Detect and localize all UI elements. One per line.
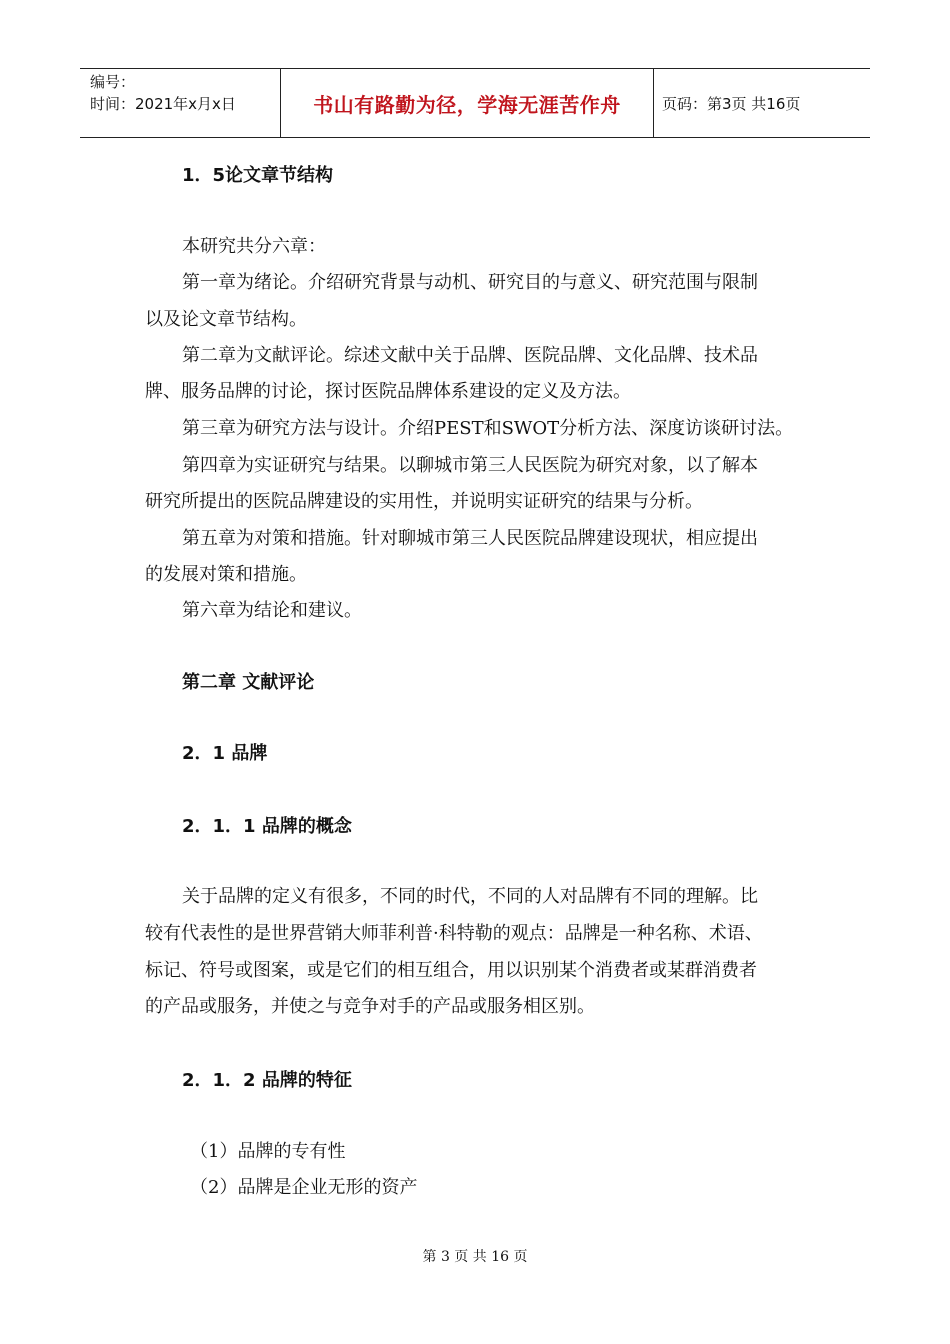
section-2-1-heading: 2．1 品牌 (182, 743, 268, 764)
chapter2-line1: 第二章为文献评论。综述文献中关于品牌、医院品牌、文化品牌、技术品 (182, 345, 758, 366)
chapter3-line1: 第三章为研究方法与设计。介绍PEST和SWOT分析方法、深度访谈研讨法。 (182, 418, 794, 439)
chapter5-line1: 第五章为对策和措施。针对聊城市第三人民医院品牌建设现状，相应提出 (182, 528, 758, 549)
chapter5-line2: 的发展对策和措施。 (145, 564, 307, 585)
concept-line2: 较有代表性的是世界营销大师菲利普·科特勒的观点：品牌是一种名称、术语、 (145, 923, 763, 944)
chapter2-line2: 牌、服务品牌的讨论，探讨医院品牌体系建设的定义及方法。 (145, 381, 631, 402)
chapter2-heading: 第二章 文献评论 (182, 672, 315, 693)
document-header (80, 68, 870, 138)
page-footer: 第 3 页 共 16 页 (422, 1249, 528, 1265)
number-label: 编号： (90, 73, 136, 91)
feature-item-1: （1）品牌的专有性 (190, 1141, 346, 1162)
header-page-cell (654, 69, 870, 137)
section-1-5-heading: 1．5论文章节结构 (182, 165, 334, 186)
chapter4-line2: 研究所提出的医院品牌建设的实用性，并说明实证研究的结果与分析。 (145, 491, 703, 512)
concept-line3: 标记、符号或图案，或是它们的相互组合，用以识别某个消费者或某群消费者 (145, 960, 757, 981)
page-info: 页码：第3页 共16页 (662, 94, 801, 113)
concept-line1: 关于品牌的定义有很多，不同的时代，不同的人对品牌有不同的理解。比 (182, 886, 758, 907)
motto-text: 书山有路勤为径，学海无涯苦作舟 (313, 92, 621, 117)
section-2-1-2-heading: 2．1．2 品牌的特征 (182, 1070, 352, 1091)
header-motto-cell (281, 69, 654, 137)
concept-line4: 的产品或服务，并使之与竞争对手的产品或服务相区别。 (145, 996, 595, 1017)
chapter-intro: 本研究共分六章： (182, 236, 326, 257)
section-2-1-1-heading: 2．1．1 品牌的概念 (182, 816, 352, 837)
chapter6-line1: 第六章为结论和建议。 (182, 600, 362, 621)
feature-item-2: （2）品牌是企业无形的资产 (190, 1177, 418, 1198)
chapter1-line2: 以及论文章节结构。 (145, 309, 307, 330)
chapter1-line1: 第一章为绪论。介绍研究背景与动机、研究目的与意义、研究范围与限制 (182, 272, 758, 293)
chapter4-line1: 第四章为实证研究与结果。以聊城市第三人民医院为研究对象，以了解本 (182, 455, 758, 476)
header-meta-cell (80, 69, 281, 137)
time-label: 时间：2021年x月x日 (90, 95, 236, 113)
